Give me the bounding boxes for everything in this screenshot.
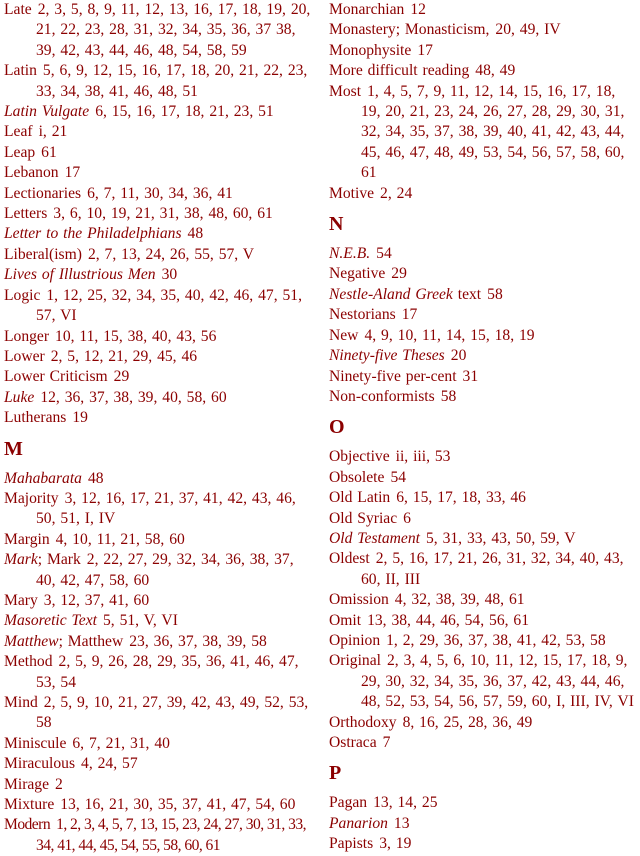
index-entry-old-testament: [329, 529, 635, 549]
section-heading-o: O: [329, 416, 345, 439]
index-page-refs: 2, 5, 9, 26, 28, 29, 35, 36, 41, 46, 47, 53, 54: [36, 653, 299, 691]
index-entry-matthew-matthew: [4, 632, 314, 652]
index-term: Longer: [4, 327, 50, 345]
index-page-refs: 20, 49, IV: [495, 21, 561, 39]
index-term: Majority: [4, 489, 59, 507]
index-entries-mo: [329, 0, 635, 204]
index-entry-margin: [4, 530, 314, 550]
index-entry-mark-mark: [4, 550, 314, 591]
index-page-refs: 58: [440, 387, 457, 405]
index-term: Nestorians: [329, 306, 396, 324]
index-page-refs: 4, 32, 38, 39, 48, 61: [394, 591, 525, 609]
index-term: Objective: [329, 448, 390, 466]
index-page-refs: 17: [64, 164, 81, 182]
index-term: Leap: [4, 143, 36, 161]
index-entry-opinion: [329, 631, 635, 651]
index-entries-o: [329, 447, 635, 753]
index-page-refs: 17: [417, 41, 433, 59]
index-term: Lebanon: [4, 164, 59, 182]
index-term: Mary: [4, 591, 38, 609]
index-term: Nestle-Aland Greek: [329, 285, 453, 303]
index-term: Late: [4, 1, 32, 18]
section-heading-p: P: [329, 762, 342, 785]
index-entry-modern: [4, 815, 314, 856]
index-page-refs: 58: [487, 285, 503, 303]
index-page-refs: 1, 12, 25, 32, 34, 35, 40, 42, 46, 47, 51, 57, VI: [36, 286, 302, 325]
index-term-suffix: ; Mark: [37, 551, 81, 569]
index-term: Mixture: [4, 796, 55, 814]
index-page-refs: 7: [382, 734, 391, 751]
index-entry-nestle-aland-greek-text: [329, 285, 635, 305]
index-page-refs: 4, 24, 57: [81, 755, 138, 773]
index-term: Lives of Illustrious Men: [4, 266, 156, 284]
index-term: Motive: [329, 184, 375, 202]
index-term: Orthodoxy: [329, 713, 397, 731]
index-term: Lower: [4, 347, 45, 365]
index-entry-mind: [4, 693, 314, 734]
index-term: Masoretic Text: [4, 612, 97, 630]
index-entry-mirage: [4, 775, 314, 795]
index-page-refs: 48: [187, 225, 204, 243]
index-term: Miniscule: [4, 734, 67, 752]
index-entry-non-conformists: [329, 387, 635, 407]
index-entry-pagan: [329, 793, 635, 813]
index-page-refs: 29: [113, 368, 130, 386]
index-term: Logic: [4, 286, 41, 304]
index-entry-old-latin: [329, 488, 635, 508]
index-page-refs: 20: [450, 347, 467, 365]
index-entry-omission: [329, 590, 635, 610]
index-entry-monastery-monasticism: [329, 20, 635, 40]
index-entry-nestorians: [329, 305, 635, 325]
index-entry-more-difficult-reading: [329, 61, 635, 81]
index-page-refs: 1, 2, 29, 36, 37, 38, 41, 42, 53, 58: [386, 631, 606, 649]
index-entry-longer: [4, 327, 314, 347]
index-entry-late: [4, 0, 314, 61]
index-page-refs: 23, 36, 37, 38, 39, 58: [129, 632, 267, 650]
index-entry-letter-to-the-philadelphians: [4, 224, 314, 244]
index-term: Lower Criticism: [4, 368, 108, 386]
index-page-refs: 3, 12, 37, 41, 60: [43, 591, 150, 609]
index-term: Lutherans: [4, 409, 67, 427]
index-term: Negative: [329, 265, 386, 283]
index-entry-latin: [4, 61, 314, 102]
index-entry-majority: [4, 489, 314, 530]
index-entry-masoretic-text: [4, 611, 314, 631]
index-term: Papists: [329, 835, 374, 853]
index-term: Luke: [4, 388, 35, 406]
index-term: Latin Vulgate: [4, 103, 90, 121]
index-page-refs: 2, 22, 27, 29, 32, 34, 36, 38, 37, 40, 42, 47, 58, 60: [36, 551, 294, 589]
index-entry-lives-of-illustrious-men: [4, 265, 314, 285]
index-page-refs: 2, 5, 12, 21, 29, 45, 46: [50, 347, 198, 365]
index-term-suffix: ; Matthew: [58, 632, 124, 650]
index-term-suffix: text: [452, 285, 482, 303]
index-term: Margin: [4, 530, 50, 548]
index-term: Letter to the Philadelphians: [4, 225, 182, 243]
index-page-refs: 1, 4, 5, 7, 9, 11, 12, 14, 15, 16, 17, 18, 19, 20, 21, 23, 24, 26, 27, 28, 29, 30, 31, 32, 34, 35, 37, 38, 39, 40, 41, 42, 43, 44, 45, 46, 47, 48, 49, 53, 54, 56, 57, 58, 60, 61: [361, 82, 625, 182]
index-term: Monarchian: [329, 1, 405, 18]
index-entry-motive: [329, 184, 635, 204]
index-page-refs: 2, 3, 5, 8, 9, 11, 12, 13, 16, 17, 18, 19, 20, 21, 22, 23, 28, 31, 32, 34, 35, 36, 37 38, 39, 42, 43, 44, 46, 48, 54, 58, 59: [36, 1, 311, 59]
index-term: Panarion: [329, 814, 388, 832]
index-page-refs: 6, 15, 16, 17, 18, 21, 23, 51: [95, 103, 274, 121]
index-entry-lebanon: [4, 163, 314, 183]
index-entry-new: [329, 326, 635, 346]
index-column-left: [4, 0, 314, 856]
index-page-refs: 2: [55, 775, 63, 793]
index-page-refs: 5, 6, 9, 12, 15, 16, 17, 18, 20, 21, 22, 23, 33, 34, 38, 41, 46, 48, 51: [36, 62, 308, 100]
index-term: Original: [329, 652, 381, 670]
index-page-refs: 17: [401, 306, 418, 324]
index-page-refs: 8, 16, 25, 28, 36, 49: [402, 713, 533, 731]
index-page-refs: 54: [390, 468, 407, 486]
index-term: Liberal(ism): [4, 245, 82, 263]
index-term: Leaf: [4, 123, 33, 141]
index-entry-method: [4, 652, 314, 693]
index-entry-old-syriac: [329, 509, 635, 529]
index-page-refs: 2, 5, 9, 10, 21, 27, 39, 42, 43, 49, 52, 53, 58: [36, 694, 309, 732]
index-entry-luke: [4, 388, 314, 408]
index-page-refs: 4, 9, 10, 11, 14, 15, 18, 19: [364, 326, 535, 344]
index-term: Modern: [4, 816, 51, 834]
index-page-refs: 13, 38, 44, 46, 54, 56, 61: [367, 611, 529, 629]
index-page-refs: 1, 2, 3, 4, 5, 7, 13, 15, 23, 24, 27, 30, 31, 33, 34, 41, 44, 45, 54, 55, 58, 60, 61: [36, 816, 306, 854]
index-entry-ninety-five-per-cent: [329, 367, 635, 387]
index-term: Pagan: [329, 794, 368, 812]
index-entries-p: [329, 793, 635, 854]
index-page-refs: ii, iii, 53: [395, 448, 451, 466]
index-page-refs: 29: [391, 265, 407, 283]
index-entry-lower-criticism: [4, 367, 314, 387]
index-entry-objective: [329, 447, 635, 467]
section-heading-n: N: [329, 213, 344, 236]
index-page-refs: 61: [41, 143, 57, 161]
index-page-refs: 5, 51, V, VI: [102, 612, 178, 630]
index-page-refs: 2, 24: [380, 184, 413, 202]
index-entry-logic: [4, 286, 314, 327]
index-term: Mind: [4, 694, 38, 711]
index-entry-mahabarata: [4, 469, 314, 489]
index-page-refs: 6, 7, 21, 31, 40: [72, 734, 170, 752]
index-page-refs: 30: [161, 266, 178, 284]
index-term: Ninety-five per-cent: [329, 367, 457, 385]
index-term: N.E.B.: [329, 245, 371, 263]
index-entry-monophysite: [329, 41, 635, 61]
index-entry-most: [329, 82, 635, 184]
index-entry-obsolete: [329, 468, 635, 488]
index-page-refs: i, 21: [38, 123, 68, 141]
index-entry-leap: [4, 143, 314, 163]
index-term: More difficult reading: [329, 62, 470, 80]
index-entry-negative: [329, 264, 635, 284]
index-term: Oldest: [329, 550, 370, 568]
index-term: Omit: [329, 611, 362, 629]
index-term: Miraculous: [4, 755, 76, 773]
index-entry-lectionaries: [4, 184, 314, 204]
index-term: Omission: [329, 591, 389, 609]
index-page-refs: 6: [403, 509, 411, 527]
index-page-refs: 2, 5, 16, 17, 21, 26, 31, 32, 34, 40, 43, 60, II, III: [361, 550, 624, 588]
index-page-refs: 54: [376, 245, 392, 263]
index-entry-ostraca: [329, 733, 635, 753]
index-term: Old Syriac: [329, 509, 398, 527]
index-term: Old Latin: [329, 489, 391, 507]
index-page-refs: 19: [72, 409, 88, 427]
index-page-refs: 3, 12, 16, 17, 21, 37, 41, 42, 43, 46, 50, 51, I, IV: [36, 489, 296, 528]
index-entry-lutherans: [4, 408, 314, 428]
index-page-refs: 2, 3, 4, 5, 6, 10, 11, 12, 15, 17, 18, 9, 29, 30, 32, 34, 35, 36, 37, 42, 43, 44, 46, 48, 52, 53, 54, 56, 57, 59, 60, I, III, IV, VI: [361, 652, 634, 711]
index-page-refs: 2, 7, 13, 24, 26, 55, 57, V: [87, 245, 255, 263]
index-page-refs: 12, 36, 37, 38, 39, 40, 58, 60: [40, 388, 227, 406]
index-page-refs: 10, 11, 15, 38, 40, 43, 56: [55, 327, 217, 345]
index-entry-n-e-b: [329, 244, 635, 264]
index-page-refs: 6, 15, 17, 18, 33, 46: [396, 489, 526, 507]
index-page-refs: 6, 7, 11, 30, 34, 36, 41: [87, 184, 233, 202]
index-page-refs: 3, 19: [379, 835, 412, 853]
index-page-refs: 5, 31, 33, 43, 50, 59, V: [425, 529, 576, 547]
index-entries-l: [4, 0, 314, 429]
index-entries-m: [4, 469, 314, 856]
index-term: Mahabarata: [4, 469, 82, 487]
index-entries-n: [329, 244, 635, 407]
index-entry-mary: [4, 591, 314, 611]
index-term: Monophysite: [329, 41, 412, 59]
index-page-refs: 48, 49: [475, 62, 516, 80]
index-page-refs: 48: [87, 469, 104, 487]
index-entry-oldest: [329, 549, 635, 590]
index-page-refs: 13: [393, 814, 410, 832]
index-term: Ostraca: [329, 734, 377, 751]
index-term: Mark: [4, 551, 38, 569]
index-term: New: [329, 326, 359, 344]
index-term: Ninety-five Theses: [329, 347, 445, 365]
index-entry-papists: [329, 834, 635, 854]
index-term: Obsolete: [329, 468, 385, 486]
index-page-refs: 13, 14, 25: [373, 794, 438, 812]
index-term: Most: [329, 82, 362, 100]
index-page-refs: 31: [462, 367, 479, 385]
index-page-refs: 3, 6, 10, 19, 21, 31, 38, 48, 60, 61: [53, 205, 273, 223]
index-page-refs: 12: [410, 1, 426, 18]
index-entry-liberal-ism: [4, 245, 314, 265]
index-term: Opinion: [329, 631, 381, 649]
index-term: Matthew: [4, 632, 59, 650]
index-entry-original: [329, 651, 635, 712]
index-term: Mirage: [4, 775, 50, 793]
index-entry-mixture: [4, 795, 314, 815]
index-entry-lower: [4, 347, 314, 367]
index-entry-latin-vulgate: [4, 102, 314, 122]
index-term: Non-conformists: [329, 387, 435, 405]
index-entry-ninety-five-theses: [329, 346, 635, 366]
index-entry-panarion: [329, 814, 635, 834]
index-entry-orthodoxy: [329, 713, 635, 733]
index-term: Method: [4, 653, 53, 671]
index-entry-leaf: [4, 122, 314, 142]
index-entry-monarchian: [329, 0, 635, 20]
index-entry-omit: [329, 611, 635, 631]
index-column-right: [329, 0, 635, 855]
index-term: Monastery; Monasticism,: [329, 21, 490, 39]
index-entry-letters: [4, 204, 314, 224]
index-term: Latin: [4, 62, 37, 80]
section-heading-m: M: [4, 437, 23, 460]
index-term: Lectionaries: [4, 184, 82, 202]
index-term: Old Testament: [329, 529, 420, 547]
index-entry-miniscule: [4, 734, 314, 754]
index-page-refs: 13, 16, 21, 30, 35, 37, 41, 47, 54, 60: [60, 796, 296, 814]
index-term: Letters: [4, 205, 48, 223]
index-entry-miraculous: [4, 754, 314, 774]
index-page-refs: 4, 10, 11, 21, 58, 60: [55, 530, 185, 548]
